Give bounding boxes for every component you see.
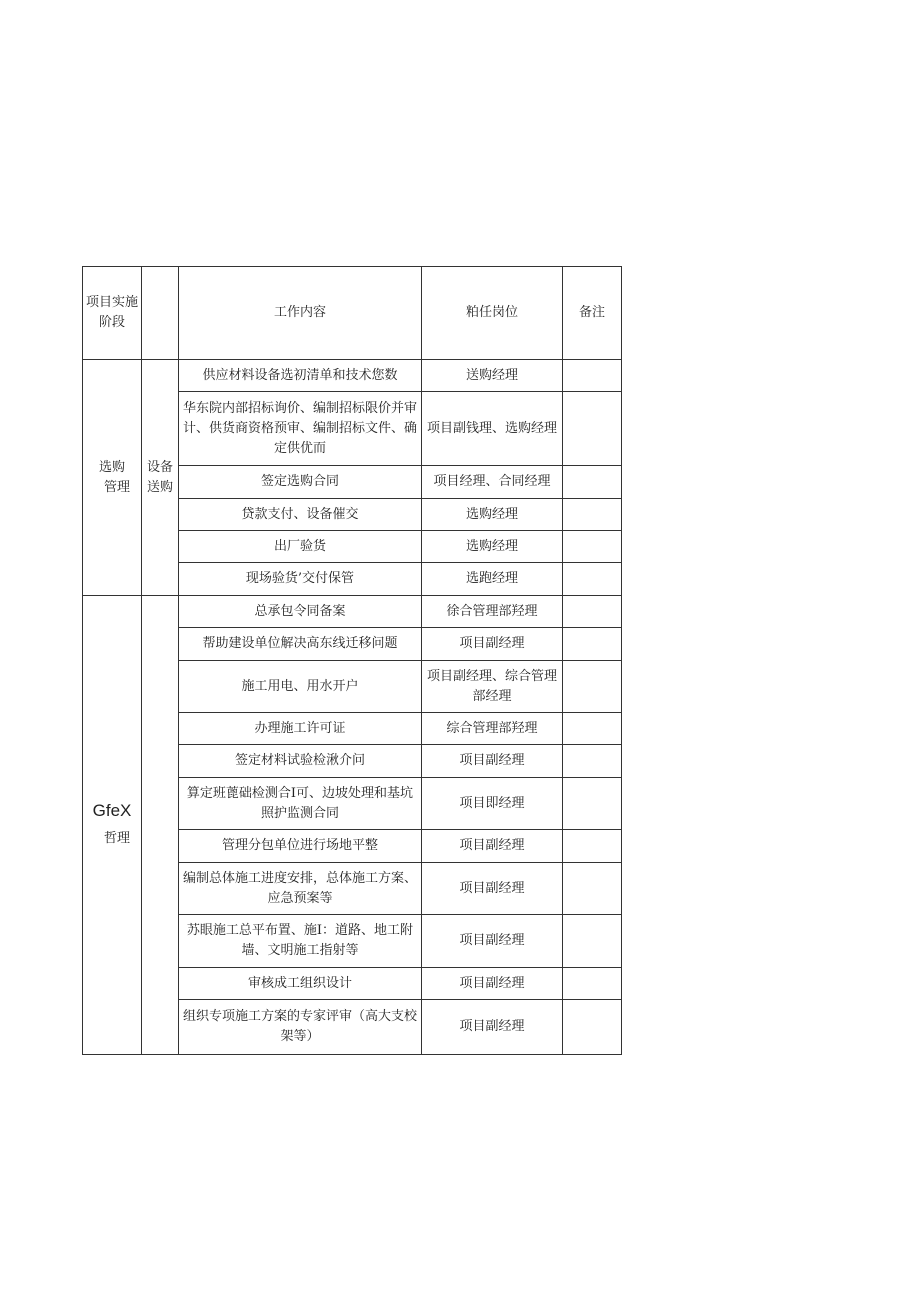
role-cell: 项目副经理 [422, 1000, 563, 1055]
content-cell: 编制总体施工进度安排，总体施工方案、应急预案等 [179, 863, 422, 915]
role-cell: 项目即经理 [422, 778, 563, 830]
note-cell [563, 1000, 622, 1055]
role-cell: 项目副经理 [422, 968, 563, 1000]
table-row [83, 596, 622, 628]
note-cell [563, 466, 622, 499]
content-cell: 组织专项施工方案的专家评审（高大支校架等） [179, 1000, 422, 1055]
sub-cell-equipment: 设备送购 [142, 360, 179, 596]
note-cell [563, 863, 622, 915]
content-cell: 贷款支付、设备催交 [179, 499, 422, 531]
content-cell: 华东院内部招标询价、编制招标限价并审计、供货商资格预审、编制招标文件、确定供优而 [179, 392, 422, 466]
note-cell [563, 778, 622, 830]
content-cell: 总承包令同备案 [179, 596, 422, 628]
role-cell: 徐合管理部羟理 [422, 596, 563, 628]
content-cell: 出厂验货 [179, 531, 422, 563]
role-cell: 项目副经理 [422, 863, 563, 915]
stage-label-line2: 管理 [103, 479, 130, 495]
note-cell [563, 713, 622, 745]
table-row [83, 360, 622, 392]
stage-cell-procurement [83, 360, 142, 596]
role-cell: 选购经理 [422, 499, 563, 531]
note-cell [563, 968, 622, 1000]
content-cell: 签定选购合同 [179, 466, 422, 499]
note-cell [563, 628, 622, 661]
header-note: 备注 [563, 267, 622, 360]
content-cell: 管理分包单位进行场地平整 [179, 830, 422, 863]
note-cell [563, 531, 622, 563]
role-cell: 选跑经理 [422, 563, 563, 596]
content-cell: 算定班蓖础检测合I可、边坡处理和基坑照护监测合同 [179, 778, 422, 830]
header-row [83, 267, 622, 360]
role-cell: 项目副钱理、选购经理 [422, 392, 563, 466]
header-role: 粕任岗位 [422, 267, 563, 360]
content-cell: 施工用电、用水开户 [179, 661, 422, 713]
note-cell [563, 745, 622, 778]
note-cell [563, 661, 622, 713]
note-cell [563, 915, 622, 968]
note-cell [563, 596, 622, 628]
content-cell: 现场验货’交付保管 [179, 563, 422, 596]
stage-label-line2: 哲理 [103, 831, 130, 846]
role-cell: 综合管理部羟理 [422, 713, 563, 745]
sub-cell-empty [142, 596, 179, 1055]
role-cell: 项目副经理 [422, 830, 563, 863]
stage-label-line1: 选购 [98, 459, 125, 475]
header-content: 工作内容 [179, 267, 422, 360]
content-cell: 苏眼施工总平布置、施I：道路、地工附墙、文明施工指射等 [179, 915, 422, 968]
note-cell [563, 360, 622, 392]
role-cell: 选购经理 [422, 531, 563, 563]
content-cell: 帮助建设单位解决高东线迁移问题 [179, 628, 422, 661]
stage-cell-management [83, 596, 142, 1055]
note-cell [563, 392, 622, 466]
content-cell: 审核成工组织设计 [179, 968, 422, 1000]
content-cell: 办理施工许可证 [179, 713, 422, 745]
header-sub [142, 267, 179, 360]
content-cell: 签定材料试验检湫介问 [179, 745, 422, 778]
header-stage: 项目实施阶段 [83, 267, 142, 360]
content-cell: 供应材料设备选初清单和技术您数 [179, 360, 422, 392]
role-cell: 项目副经理 [422, 745, 563, 778]
note-cell [563, 499, 622, 531]
note-cell [563, 563, 622, 596]
role-cell: 项目经理、合同经理 [422, 466, 563, 499]
role-cell: 送购经理 [422, 360, 563, 392]
responsibility-table [82, 266, 622, 1055]
role-cell: 项目副经理 [422, 628, 563, 661]
role-cell: 项目副经理 [422, 915, 563, 968]
note-cell [563, 830, 622, 863]
role-cell: 项目副经理、综合管理部经理 [422, 661, 563, 713]
stage-label-line1: GfeX [92, 801, 132, 820]
